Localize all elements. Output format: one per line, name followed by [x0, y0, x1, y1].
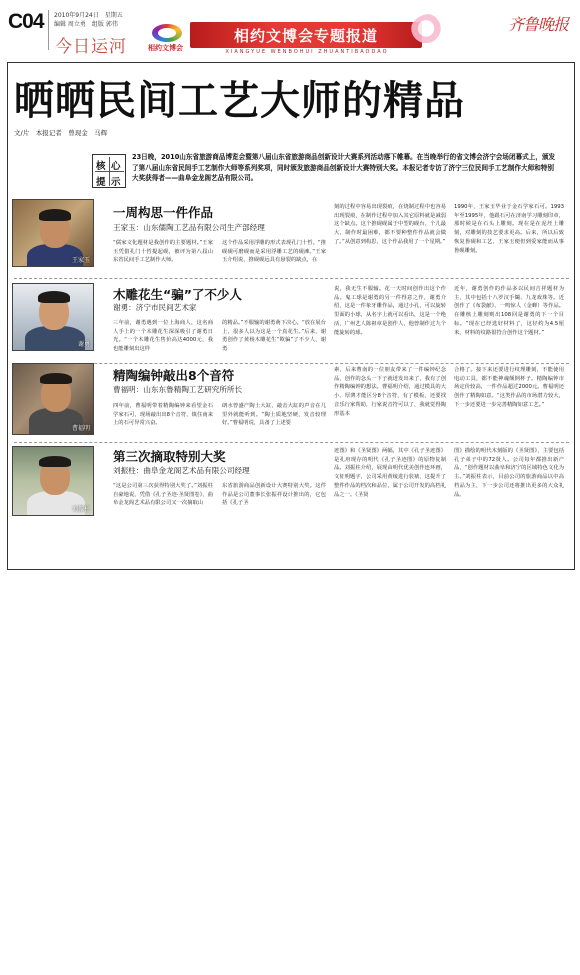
photo-caption: 曹福明	[71, 425, 90, 432]
story-column: 迹图》和《圣贤图》两幅，其中《孔子圣迹图》是孔府现存的明代《孔子圣迹图》的原物复制品。刘振柱介绍，展现由明代优美创作连环画，文征明题字，公司采用黄绫进行装裱，这提升了整件作品的档次和品位，属于公司开发的高档礼品之一。《圣贤	[334, 448, 446, 498]
portrait-photo-cao-fuming	[12, 363, 94, 435]
lead-paragraph: 23日晚，2010山东省旅游商品博览会暨第八届山东省旅游商品创新设计大赛系列活动落下帷幕。在当晚举行的省文博会济宁会场闭幕式上，颁发了第八届山东省民间手工艺制作大师等系列奖项，同时颁发旅游商品创新设计大赛特别大奖。本报记者专访了济宁三位民间手工艺制作大师和特别大奖获得者——曲阜金龙阁艺品有限公司。	[132, 153, 556, 183]
portrait-photo-xie-yong	[12, 283, 94, 351]
masthead	[0, 0, 580, 62]
tip-char: 示	[111, 177, 121, 188]
story-subtitle: 刘振柱：曲阜金龙阁艺术品有限公司经理	[113, 466, 250, 475]
story-title: 第三次摘取特别大奖	[113, 449, 226, 464]
editor-line: 编辑 周立勇 组版 郭伟	[54, 21, 118, 28]
story-title: 一周构思一件作品	[113, 205, 214, 220]
page-number: C04	[8, 10, 44, 33]
photo-figure-hair	[38, 291, 70, 303]
photo-caption: 王家玉	[71, 257, 90, 264]
core-tip-box	[92, 154, 126, 188]
masthead-divider	[48, 10, 49, 50]
story-column: 东省旅游商品创新设计大赛特别大奖。这件作品是公司董事长张振祥设计推出的，它包括《孔子圣	[222, 483, 326, 507]
banner-title: 相约文博会专题报道	[233, 27, 378, 45]
story-title: 木雕花生“骗”了不少人	[113, 287, 242, 302]
banner-subtitle: XIANGYUE WENBOHUI ZHUANTIBAODAO	[225, 49, 389, 55]
photo-caption: 谢勇	[77, 341, 90, 348]
section-name: 今日运河	[55, 37, 127, 57]
byline-text: 文/片 本报记者 曾现金 马辉	[14, 129, 108, 137]
article-headline: 晒晒民间工艺大师的精品	[14, 78, 465, 124]
story-column: 三年前，谢勇遇到一位上海商人，这名商人手上的一个木雕花生深深吸引了谢勇日光。“一个木雕花生售价高达4000元，我也能雕刻出这样	[113, 320, 213, 353]
story-column: 图》描绘的明代木刻版的《圣贤图》，主要包括孔子弟子中的72贤人。公司每年都推出新产品，“创作题材以曲阜和济宁的区域特色文化为主。”刘振柱表示，目前公司的旅游商品以中高档品为主，下一步公司还将推出更多的大众礼品。	[454, 448, 564, 498]
story-column: 刻的过程中容易出现裂痕，在烧制过程中也容易出现裂痕，在制作过程中加入其它原料就是减弱这个缺点。这个推砚砚属于中型的砚台，个儿最大，制作时最困难，都不要种整件作品就会做了。”从创意到构思，这个作品我用了一个星期。”	[334, 204, 446, 245]
newspaper-logo: 齐鲁晚报	[508, 15, 569, 34]
photo-caption: 刘振柱	[71, 506, 90, 513]
expo-logo-text: 相约文博会	[148, 44, 183, 52]
photo-figure-hair	[39, 456, 71, 467]
flower-decoration-icon	[410, 14, 450, 50]
expo-logo-swirl-icon	[152, 24, 182, 42]
story-column: 合格了。接下来还要进行纹理雕刻，不能使用电动工具，都不能神魂颠倒杯子。精陶编钟市场定价较高，一件作品超过2000元。曹福明还创作了精陶如意。“这类作品的市场潜力较大，下一步还要进一步完善精陶如意工艺。”	[454, 367, 564, 408]
story-column: 四年前，曹福明带着精陶编钟来看望金石学家石可，现场敲出出8个音符，镇住南来上的石可异常兴奋。	[113, 403, 213, 427]
portrait-photo-liu-zhenzhu	[12, 446, 94, 516]
expo-logo	[148, 24, 188, 52]
story-column: 1990年，王家玉毕业于金石学家石可。1993年至1995年，他跟石可在济南学习雕刻印章，那时候是在石头上雕刻。现在是在泥坯上雕刻，对雕刻的技艺要求更高。后来，所以后致恢复鲁砚和工艺，王家玉便但到爱家能而从事鲁砚雕刻。	[454, 204, 564, 254]
story-separator	[14, 278, 569, 279]
story-column: 近年，谢勇创作的作品多以民间吉祥题材为主，其中包括十八罗汉手镯、九龙戏珠等。近创作了《布袋献》、一鸣惊人（金蝉）等作品。在雕核上雕刻则出108回是谢勇的下一个目标。“现在已经选好材料了，这径约为4.5厘米，材料的纹路很符合创作这个题材。”	[454, 286, 564, 336]
story-separator	[14, 442, 569, 443]
story-column: “这是公司第三次获得特别大奖了。”刘振柱自豪地说，凭借《孔子圣迹·圣贤图卷》，曲阜金龙阁艺术品有限公司又一次摘取山	[113, 483, 213, 507]
story-column: “儒家文化题材是我创作的主要题材。”王家玉凭借孔门十哲提起砚，被评为第八届山东省民间手工艺制作大师。	[113, 240, 213, 264]
photo-figure-hair	[40, 373, 72, 384]
story-column: 朗水曾盛产陶土大缸，敲击大缸的声音在几里外就能听到。“陶土质地坚硬，发音较理好。”曹福明说，具备了上述要	[222, 403, 326, 427]
date-line: 2010年9月24日 星期五	[54, 12, 123, 19]
byline	[14, 128, 107, 137]
story-column: 素，后来曹南的一位朋友带来了一件编钟纪念品，创作的念头一下子就迸发出来了，我有了创作精陶编钟的想法。曹福明介绍，通过模具的大小、厚薄才能区分8个音符，有了模板，还要找音乐行家帮助，行家说音符可以了，我就觉得陶形基本	[334, 367, 446, 417]
photo-figure-hair	[39, 209, 71, 221]
special-report-banner	[190, 22, 422, 48]
story-subtitle: 曹福明：山东东鲁精陶工艺研究所所长	[113, 385, 243, 394]
story-subtitle: 谢勇：济宁市民间艺术家	[113, 303, 197, 312]
tip-char: 核	[96, 161, 106, 172]
story-column: 说，我无生不服输。花一天时间创作出这个作品。鬼工球是谢勇的另一件得意之作，谢勇介绍，这是一件象牙雕作品，通过小孔，可以旋转里面的小球，从名字上就可以看出，这是一个绝活，广州艺人陈祖章是创作人，他曾制作过九个能旋转的球。	[334, 286, 446, 336]
portrait-photo-wang-jiayu	[12, 199, 94, 267]
story-title: 精陶编钟敲出8个音符	[113, 368, 235, 383]
story-subtitle: 王家玉：山东儒陶工艺品有限公司生产部经理	[113, 223, 265, 232]
story-column: 这个作品采用浮雕的形式表现孔门十哲。“推砚砚可磨砚而是采用浮雕工艺的砚滩。”王家玉介绍说，推砚砚远具有悬裂的缺点，在	[222, 240, 326, 264]
story-separator	[14, 363, 569, 364]
story-column: 的精品。”不服输的谢勇萌下决心。“放在展台上，很多人以为这是一个真花生。”后来，谢勇创作了黄杨木雕花生“欺骗”了不少人，谢勇	[222, 320, 326, 353]
tip-char: 心	[111, 161, 121, 172]
tip-char: 提	[96, 177, 106, 188]
